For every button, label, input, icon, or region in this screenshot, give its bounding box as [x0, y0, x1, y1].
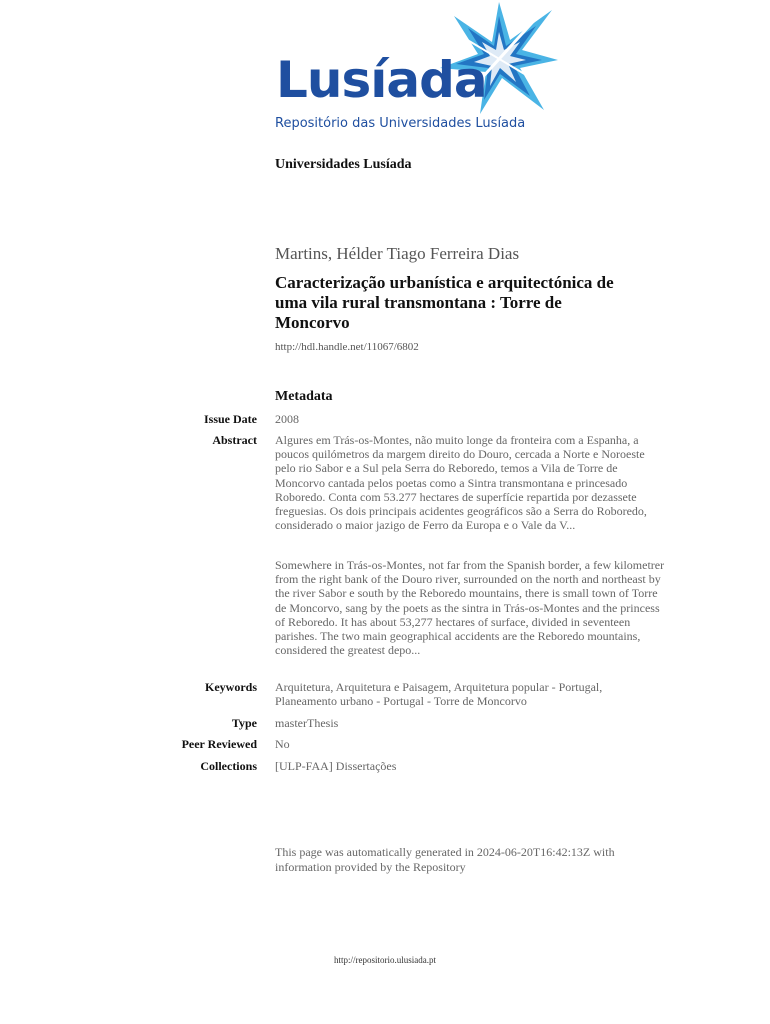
- peer-reviewed-label: Peer Reviewed: [181, 737, 257, 751]
- record-title: Caracterização urbanística e arquitectónica de uma vila rural transmontana : Torre de Moncorvo: [275, 273, 614, 332]
- institution-name: Universidades Lusíada: [275, 157, 412, 172]
- issue-date-label: Issue Date: [204, 412, 257, 426]
- record-author: Martins, Hélder Tiago Ferreira Dias: [275, 244, 520, 263]
- issue-date-value: 2008: [275, 412, 299, 426]
- collections-value[interactable]: [ULP-FAA] Dissertações: [275, 759, 397, 773]
- abstract-en: Somewhere in Trás-os-Montes, not far from the Spanish border, a few kilometrer from the right bank of the Douro river, surrounded on the north and northeast by the river Sabor e south by the Reboredo mountains, there is small town of Torre de Moncorvo, sang by the poets as the sintra in Trás-os-Montes and the princess of Reboredo. It has about 53,277 hectares of surface, divided in seventeen parishes. The two main geographical accidents are the Reboredo mountains, considered the greatest depo...: [275, 558, 665, 658]
- keywords-label: Keywords: [205, 680, 257, 694]
- peer-reviewed-value: No: [275, 737, 290, 751]
- keywords-value: Arquitetura, Arquitetura e Paisagem, Arquitetura popular - Portugal, Planeamento urbano - Portugal - Torre de Moncorvo: [275, 680, 603, 709]
- abstract-pt: Algures em Trás-os-Montes, não muito longe da fronteira com a Espanha, a poucos quilómetros da margem direito do Douro, cercada a Norte e Noroeste pelo rio Sabor e a Sul pela Serra do Reboredo, temos a Vila de Torre de Moncorvo cantada pelos poetas como a Sintra transmontana e princesado Roboredo. Conta com 53.277 hectares de superfície repartida por dezassete freguesias. Os dois principais acidentes geográficos são a Serra do Roboredo, considerado o maior jazigo de Ferro da Europa e o Vale da V...: [275, 433, 647, 533]
- record-handle-link[interactable]: http://hdl.handle.net/11067/6802: [275, 341, 419, 353]
- repository-url-link[interactable]: http://repositorio.ulusiada.pt: [334, 955, 436, 965]
- generation-note: This page was automatically generated in 2024-06-20T16:42:13Z with information provided by the Repository: [275, 845, 615, 874]
- logo-subtitle: Repositório das Universidades Lusíada: [275, 116, 526, 131]
- metadata-heading: Metadata: [275, 389, 333, 404]
- type-value: masterThesis: [275, 716, 339, 730]
- type-label: Type: [231, 716, 257, 730]
- logo-wordmark: Lusíada: [276, 51, 487, 109]
- repository-logo: [270, 2, 560, 138]
- abstract-label: Abstract: [212, 433, 257, 447]
- collections-label: Collections: [200, 759, 257, 773]
- footer-url-row: [0, 955, 770, 965]
